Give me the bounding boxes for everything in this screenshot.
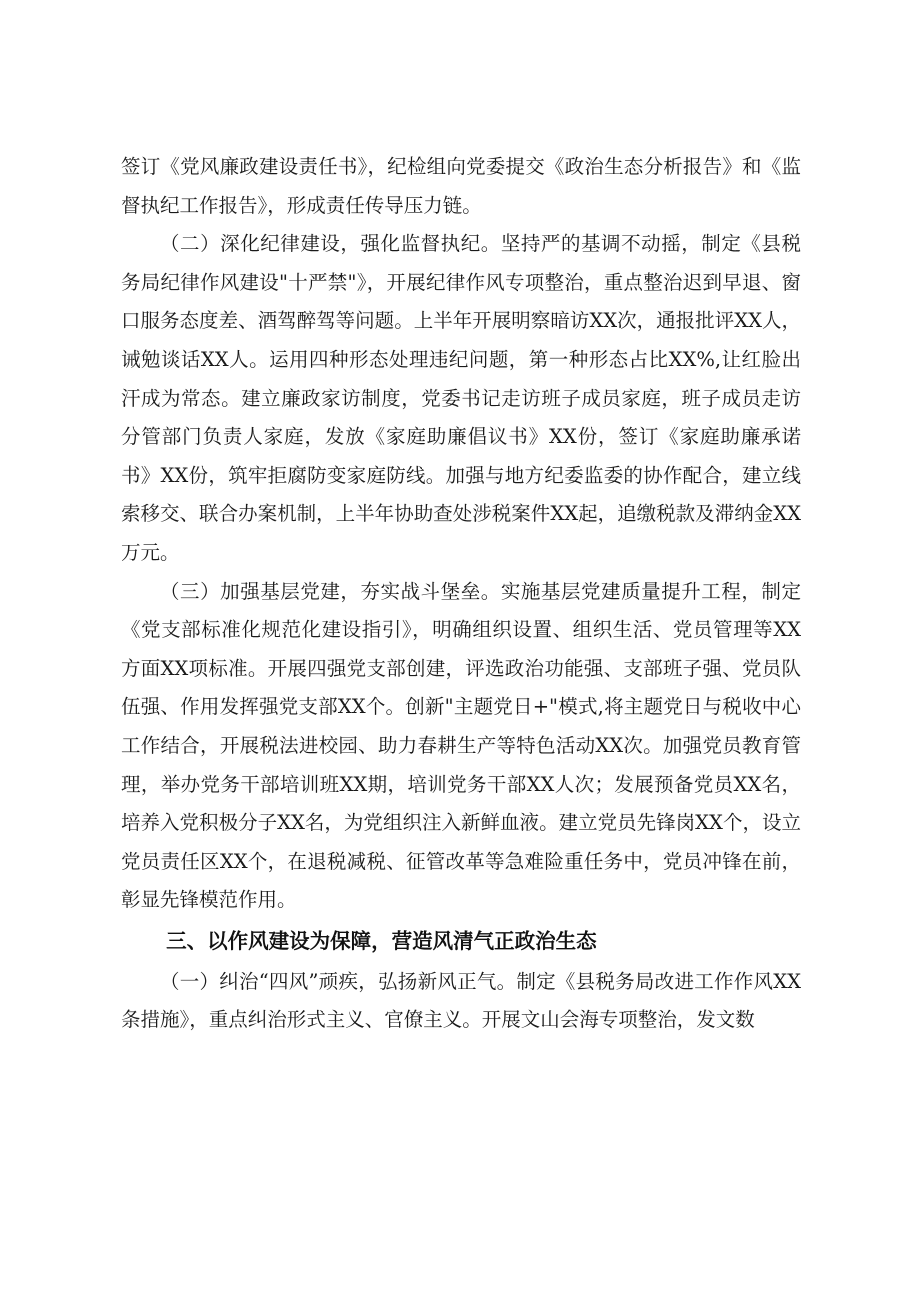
paragraph-four-styles: （一）纠治“四风”顽疾，弘扬新风正气。制定《县税务局改进工作作风XX条措施》，重点纠治形式主义、官僚主义。开展文山会海专项整治，发文数 (121, 969, 801, 1032)
section-heading: 三、以作风建设为保障，营造风清气正政治生态 (166, 928, 597, 953)
paragraph-discipline-building: （二）深化纪律建设，强化监督执纪。坚持严的基调不动摇，制定《县税务局纪律作风建设"十严禁"》，开展纪律作风专项整治，重点整治迟到早退、窗口服务态度差、酒驾醉驾等问题。上半年开展明察暗访XX次，通报批评XX人，诫勉谈话XX人。运用四种形态处理违纪问题，第一种形态占比XX%,让红脸出汗成为常态。建立廉政家访制度，党委书记走访班子成员家庭，班子成员走访分管部门负责人家庭，发放《家庭助廉倡议书》XX份，签订《家庭助廉承诺书》XX份，筑牢拒腐防变家庭防线。加强与地方纪委监委的协作配合，建立线索移交、联合办案机制，上半年协助查处涉税案件XX起，追缴税款及滞纳金XX万元。 (121, 232, 801, 564)
document-body (121, 148, 801, 1040)
paragraph-continuation: 签订《党风廉政建设责任书》，纪检组向党委提交《政治生态分析报告》和《监督执纪工作报告》，形成责任传导压力链。 (121, 155, 801, 217)
paragraph-grassroots-party-building: （三）加强基层党建，夯实战斗堡垒。实施基层党建质量提升工程，制定《党支部标准化规范化建设指引》，明确组织设置、组织生活、党员管理等XX方面XX项标准。开展四强党支部创建，评选政治功能强、支部班子强、党员队伍强、作用发挥强党支部XX个。创新"主题党日+"模式,将主题党日与税收中心工作结合，开展税法进校园、助力春耕生产等特色活动XX次。加强党员教育管理，举办党务干部培训班XX期，培训党务干部XX人次；发展预备党员XX名，培养入党积极分子XX名，为党组织注入新鲜血液。建立党员先锋岗XX个，设立党员责任区XX个，在退税减税、征管改革等急难险重任务中，党员冲锋在前，彰显先锋模范作用。 (121, 579, 801, 912)
